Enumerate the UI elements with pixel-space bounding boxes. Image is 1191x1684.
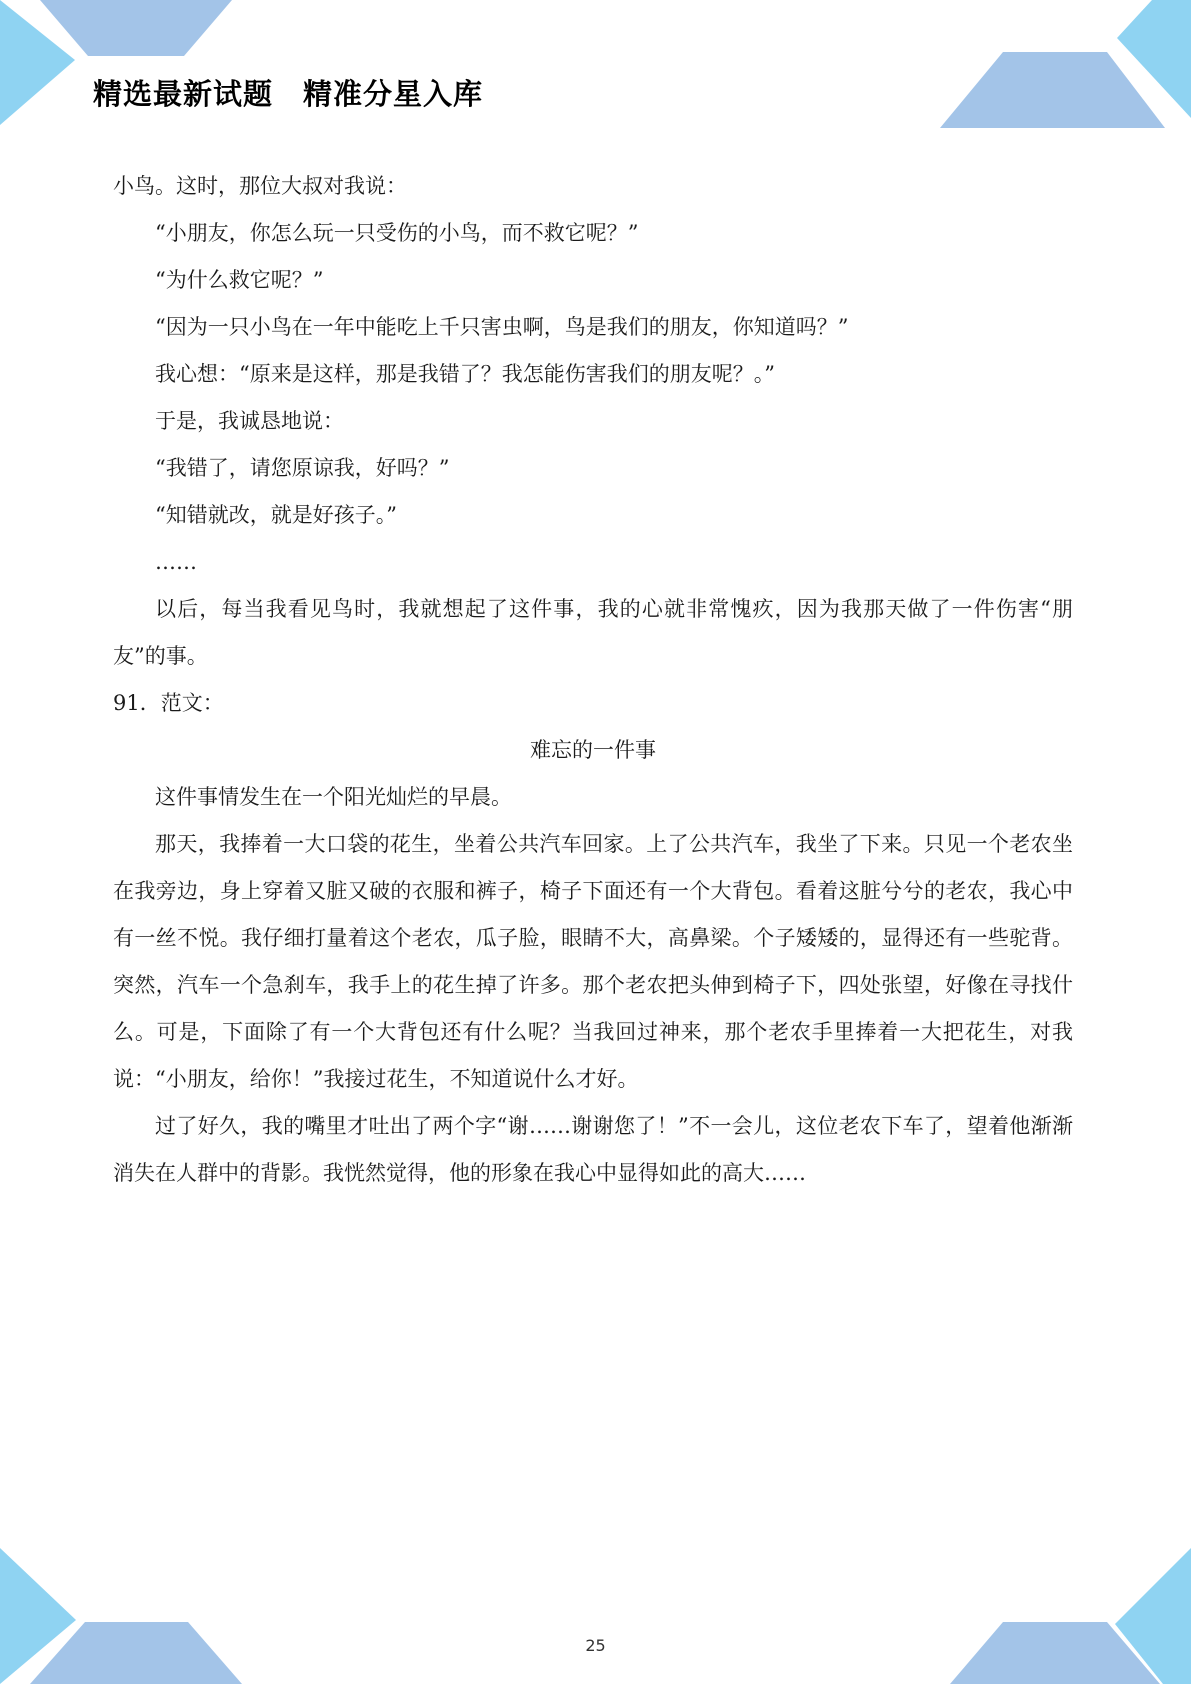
essay-title: 难忘的一件事 [530,738,656,762]
dialogue-line: “小朋友，你怎么玩一只受伤的小鸟，而不救它呢？” [155,221,639,245]
page-number: 25 [585,1636,606,1655]
paragraph: 过了好久，我的嘴里才吐出了两个字“谢……谢谢您了！”不一会儿，这位老农下车了，望着他渐渐消失在人群中的背影。我恍然觉得，他的形象在我心中显得如此的高大…… [113,1114,1073,1185]
dialogue-line: “为什么救它呢？” [155,268,324,292]
dialogue-line: “知错就改，就是好孩子。” [155,503,397,527]
question-number: 91．范文： [113,691,224,715]
document-body [113,163,1073,1197]
decor-trapezoid-top-right [940,52,1165,128]
ellipsis-line: …… [155,550,197,574]
paragraph: 这件事情发生在一个阳光灿烂的早晨。 [155,785,512,809]
header-title: 精选最新试题 精准分星入库 [93,77,484,111]
paragraph: 我心想：“原来是这样，那是我错了？我怎能伤害我们的朋友呢？。” [155,362,775,386]
paragraph: 以后，每当我看见鸟时，我就想起了这件事，我的心就非常愧疚，因为我那天做了一件伤害“朋友”的事。 [113,597,1073,668]
decor-trapezoid-top-left [40,0,232,56]
dialogue-line: “我错了，请您原谅我，好吗？” [155,456,450,480]
paragraph: 那天，我捧着一大口袋的花生，坐着公共汽车回家。上了公共汽车，我坐了下来。只见一个老农坐在我旁边，身上穿着又脏又破的衣服和裤子，椅子下面还有一个大背包。看着这脏兮兮的老农，我心中有一丝不悦。我仔细打量着这个老农，瓜子脸，眼睛不大，高鼻梁。个子矮矮的，显得还有一些驼背。突然，汽车一个急刹车，我手上的花生掉了许多。那个老农把头伸到椅子下，四处张望，好像在寻找什么。可是，下面除了有一个大背包还有什么呢？当我回过神来，那个老农手里捧着一大把花生，对我说：“小朋友，给你！”我接过花生，不知道说什么才好。 [113,832,1073,1091]
dialogue-line: “因为一只小鸟在一年中能吃上千只害虫啊，鸟是我们的朋友，你知道吗？” [155,315,849,339]
paragraph: 于是，我诚恳地说： [155,409,344,433]
paragraph: 小鸟。这时，那位大叔对我说： [113,174,407,198]
